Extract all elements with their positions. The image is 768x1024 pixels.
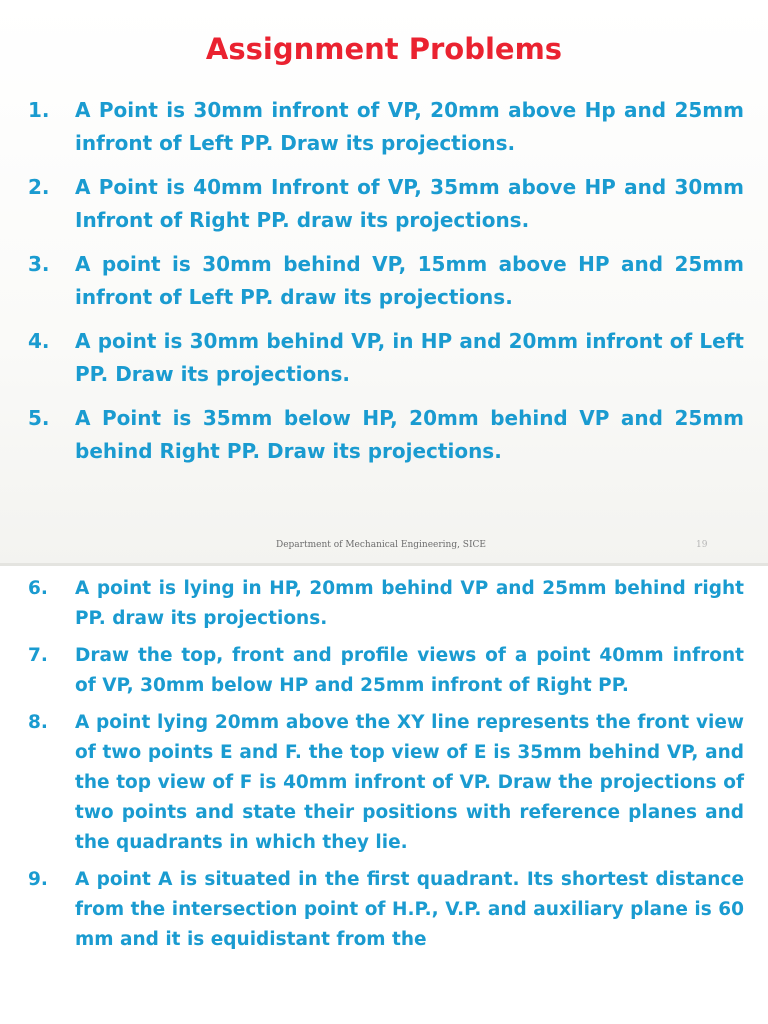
problem-list: [0, 94, 768, 479]
problem-number: 5.: [28, 406, 50, 430]
problem-text: A point is lying in HP, 20mm behind VP and 25mm behind right PP. draw its projections.: [75, 578, 744, 629]
problem-text: A point is 30mm behind VP, 15mm above HP and 25mm infront of Left PP. draw its projections.: [75, 252, 744, 309]
problem-list-continued: [0, 574, 768, 962]
problem-item: [0, 171, 768, 237]
problem-item: [0, 325, 768, 391]
problem-text: A point is 30mm behind VP, in HP and 20mm infront of Left PP. Draw its projections.: [75, 329, 744, 386]
problem-item: [0, 248, 768, 314]
problem-number: 2.: [28, 175, 50, 199]
problem-number: 1.: [28, 98, 50, 122]
problem-text: A Point is 35mm below HP, 20mm behind VP and 25mm behind Right PP. Draw its projections.: [75, 406, 744, 463]
problem-text: A point lying 20mm above the XY line represents the front view of two points E and F. the top view of E is 35mm behind VP, and the top view of F is 40mm infront of VP. Draw the projections of two points and state their positions with reference planes and the quadrants in which they lie.: [75, 712, 744, 853]
problem-item: [0, 402, 768, 468]
footer-page-number: 19: [696, 540, 708, 550]
problem-item: [0, 641, 768, 701]
problem-item: [0, 94, 768, 160]
problem-item: [0, 708, 768, 858]
problem-number: 9.: [28, 869, 48, 890]
problem-text: A Point is 30mm infront of VP, 20mm above Hp and 25mm infront of Left PP. Draw its projections.: [75, 98, 744, 155]
problem-number: 6.: [28, 578, 48, 599]
problem-number: 4.: [28, 329, 50, 353]
problem-number: 3.: [28, 252, 50, 276]
problem-text: A Point is 40mm Infront of VP, 35mm above HP and 30mm Infront of Right PP. draw its projections.: [75, 175, 744, 232]
problem-item: [0, 865, 768, 955]
page-title: Assignment Problems: [205, 32, 563, 66]
problem-number: 8.: [28, 712, 48, 733]
problem-item: [0, 574, 768, 634]
problem-number: 7.: [28, 645, 48, 666]
problem-text: Draw the top, front and profile views of a point 40mm infront of VP, 30mm below HP and 25mm infront of Right PP.: [75, 645, 744, 696]
problem-text: A point A is situated in the first quadrant. Its shortest distance from the intersection point of H.P., V.P. and auxiliary plane is 60 mm and it is equidistant from the: [75, 869, 744, 950]
footer-department: Department of Mechanical Engineering, SICE: [276, 540, 486, 550]
